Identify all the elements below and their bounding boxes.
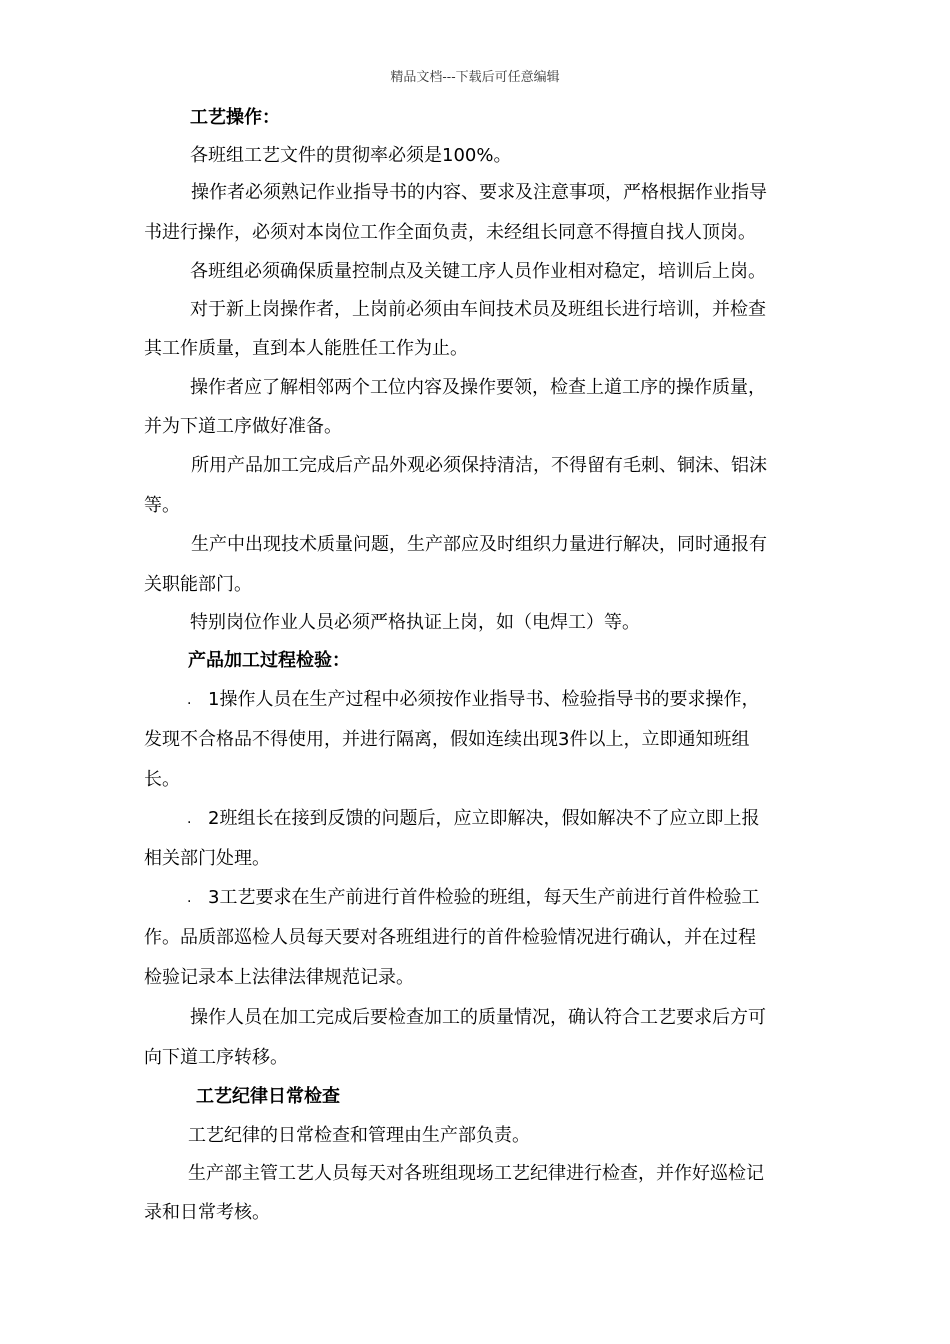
item-text: 1操作人员在生产过程中必须按作业指导书、检验指导书的要求操作， (208, 689, 760, 710)
paragraph: 录和日常考核。 (144, 1202, 270, 1223)
item-dot: . (187, 890, 192, 906)
paragraph: 各班组必须确保质量控制点及关键工序人员作业相对稳定，培训后上岗。 (190, 261, 766, 282)
list-item (0, 687, 950, 713)
list-item (0, 885, 950, 911)
paragraph: 关职能部门。 (144, 574, 252, 595)
item-text: 2班组长在接到反馈的问题后，应立即解决，假如解决不了应立即上报 (208, 808, 760, 829)
page-header: 精品文档---下载后可任意编辑 (390, 70, 560, 85)
paragraph: 向下道工序转移。 (144, 1047, 288, 1068)
paragraph: 发现不合格品不得使用，并进行隔离，假如连续出现3件以上，立即通知班组 (144, 729, 750, 750)
item-dot: . (187, 692, 192, 708)
item-text: 3工艺要求在生产前进行首件检验的班组，每天生产前进行首件检验工 (208, 887, 760, 908)
section-title-process-operation: 工艺操作： (190, 107, 280, 128)
section-title-inspection: 产品加工过程检验： (188, 650, 350, 671)
paragraph: 长。 (144, 769, 180, 790)
paragraph: 特别岗位作业人员必须严格执证上岗，如（电焊工）等。 (190, 612, 640, 633)
paragraph: 操作者必须熟记作业指导书的内容、要求及注意事项，严格根据作业指导 (191, 182, 767, 203)
section-title-daily-check: 工艺纪律日常检查 (196, 1086, 340, 1107)
paragraph: 对于新上岗操作者，上岗前必须由车间技术员及班组长进行培训，并检查 (190, 299, 766, 320)
paragraph: 相关部门处理。 (144, 848, 270, 869)
paragraph: 生产中出现技术质量问题，生产部应及时组织力量进行解决，同时通报有 (191, 534, 767, 555)
paragraph: 各班组工艺文件的贯彻率必须是100%。 (190, 145, 512, 166)
paragraph: 所用产品加工完成后产品外观必须保持清洁，不得留有毛刺、铜沫、铝沫 (191, 455, 767, 476)
paragraph: 检验记录本上法律法律规范记录。 (144, 967, 414, 988)
paragraph: 生产部主管工艺人员每天对各班组现场工艺纪律进行检查，并作好巡检记 (188, 1163, 764, 1184)
list-item (0, 806, 950, 832)
paragraph: 作。品质部巡检人员每天要对各班组进行的首件检验情况进行确认，并在过程 (144, 927, 756, 948)
paragraph: 并为下道工序做好准备。 (144, 416, 342, 437)
paragraph: 操作人员在加工完成后要检查加工的质量情况，确认符合工艺要求后方可 (190, 1007, 766, 1028)
item-dot: . (187, 811, 192, 827)
paragraph: 操作者应了解相邻两个工位内容及操作要领，检查上道工序的操作质量， (190, 377, 766, 398)
paragraph: 书进行操作，必须对本岗位工作全面负责，未经组长同意不得擅自找人顶岗。 (144, 222, 756, 243)
paragraph: 工艺纪律的日常检查和管理由生产部负责。 (188, 1125, 530, 1146)
paragraph: 其工作质量，直到本人能胜任工作为止。 (144, 338, 468, 359)
paragraph: 等。 (144, 495, 180, 516)
